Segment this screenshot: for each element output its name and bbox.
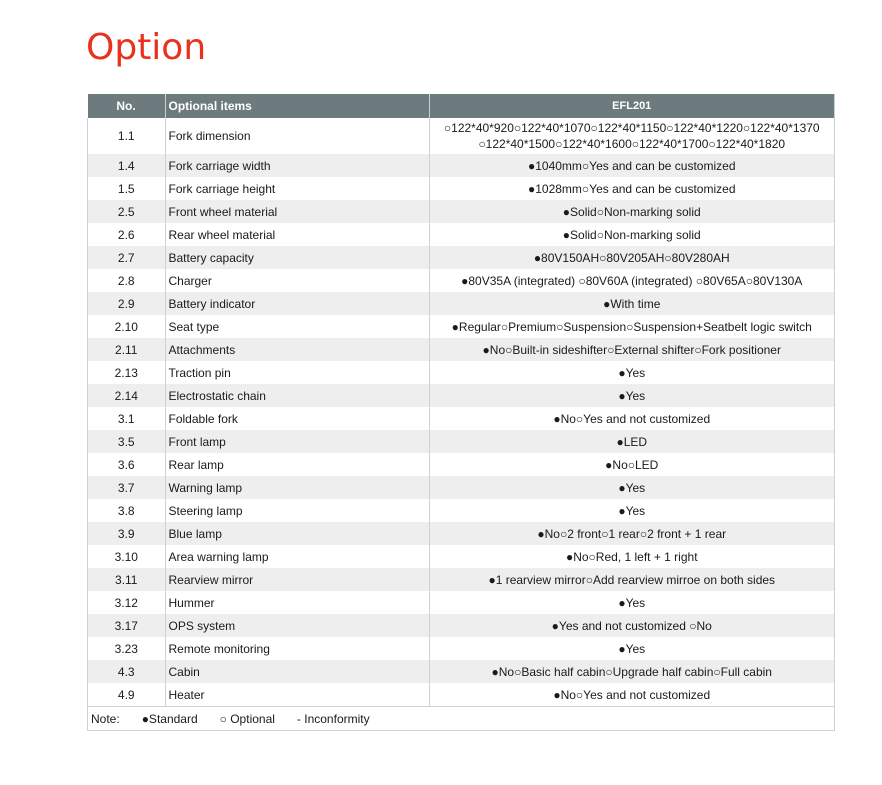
row-value: ●Yes and not customized ○No: [429, 614, 835, 637]
row-item-name: Rear wheel material: [165, 223, 429, 246]
table-row: [88, 660, 835, 683]
header-model: EFL201: [429, 94, 835, 118]
row-item-name: OPS system: [165, 614, 429, 637]
note-standard: ●Standard: [141, 711, 198, 726]
row-value: ●No○Basic half cabin○Upgrade half cabin○Full cabin: [429, 660, 835, 683]
row-item-name: Warning lamp: [165, 476, 429, 499]
note-inconformity: - Inconformity: [296, 711, 370, 726]
header-optional-items: Optional items: [165, 94, 429, 118]
table-row: [88, 430, 835, 453]
table-row: [88, 154, 835, 177]
row-item-name: Battery indicator: [165, 292, 429, 315]
table-row: [88, 614, 835, 637]
row-number: 2.7: [88, 246, 166, 269]
row-number: 3.11: [88, 568, 166, 591]
page-title: Option: [86, 27, 207, 68]
row-number: 3.6: [88, 453, 166, 476]
row-value: ●Yes: [429, 499, 835, 522]
row-value: ●1 rearview mirror○Add rearview mirroe on both sides: [429, 568, 835, 591]
row-value: ●LED: [429, 430, 835, 453]
row-number: 2.13: [88, 361, 166, 384]
row-value: ●Yes: [429, 591, 835, 614]
note-optional: ○ Optional: [219, 711, 275, 726]
table-row: [88, 407, 835, 430]
row-number: 3.7: [88, 476, 166, 499]
row-item-name: Steering lamp: [165, 499, 429, 522]
row-item-name: Fork dimension: [165, 118, 429, 154]
row-value: ●80V35A (integrated) ○80V60A (integrated) ○80V65A○80V130A: [429, 269, 835, 292]
row-value: ●No○Yes and not customized: [429, 407, 835, 430]
row-number: 2.8: [88, 269, 166, 292]
row-value: ●No○LED: [429, 453, 835, 476]
legend-note: [88, 707, 835, 731]
row-value: ●Yes: [429, 476, 835, 499]
row-value: ●Solid○Non-marking solid: [429, 223, 835, 246]
table-row: [88, 223, 835, 246]
row-item-name: Attachments: [165, 338, 429, 361]
row-number: 3.5: [88, 430, 166, 453]
table-row: [88, 118, 835, 154]
row-number: 3.12: [88, 591, 166, 614]
row-number: 3.9: [88, 522, 166, 545]
row-value: ●Yes: [429, 637, 835, 660]
row-number: 3.8: [88, 499, 166, 522]
table-row: [88, 591, 835, 614]
row-item-name: Battery capacity: [165, 246, 429, 269]
row-number: 1.4: [88, 154, 166, 177]
row-number: 4.3: [88, 660, 166, 683]
row-item-name: Rear lamp: [165, 453, 429, 476]
row-item-name: Front wheel material: [165, 200, 429, 223]
row-item-name: Foldable fork: [165, 407, 429, 430]
row-item-name: Seat type: [165, 315, 429, 338]
row-item-name: Traction pin: [165, 361, 429, 384]
row-item-name: Electrostatic chain: [165, 384, 429, 407]
row-item-name: Rearview mirror: [165, 568, 429, 591]
row-number: 2.9: [88, 292, 166, 315]
row-item-name: Blue lamp: [165, 522, 429, 545]
header-no: No.: [88, 94, 166, 118]
row-item-name: Hummer: [165, 591, 429, 614]
table-row: [88, 315, 835, 338]
table-row: [88, 246, 835, 269]
table-body: [88, 118, 835, 731]
table-row: [88, 545, 835, 568]
table-row: [88, 453, 835, 476]
row-item-name: Remote monitoring: [165, 637, 429, 660]
table-row: [88, 476, 835, 499]
table-row: [88, 499, 835, 522]
row-value-line: ○122*40*920○122*40*1070○122*40*1150○122*40*1220○122*40*1370: [443, 121, 820, 135]
table-row: [88, 177, 835, 200]
note-label: Note:: [91, 711, 120, 726]
row-number: 2.10: [88, 315, 166, 338]
table-row: [88, 568, 835, 591]
table-row: [88, 292, 835, 315]
row-value: ●1028mm○Yes and can be customized: [429, 177, 835, 200]
row-value: ●1040mm○Yes and can be customized: [429, 154, 835, 177]
row-number: 3.23: [88, 637, 166, 660]
table-row: [88, 384, 835, 407]
row-item-name: Charger: [165, 269, 429, 292]
row-value: ●Yes: [429, 361, 835, 384]
row-value: [429, 118, 835, 154]
row-number: 3.1: [88, 407, 166, 430]
row-item-name: Fork carriage width: [165, 154, 429, 177]
note-row: [88, 707, 835, 731]
row-value: ●Regular○Premium○Suspension○Suspension+Seatbelt logic switch: [429, 315, 835, 338]
row-item-name: Heater: [165, 683, 429, 707]
table-row: [88, 200, 835, 223]
row-number: 2.6: [88, 223, 166, 246]
row-value: ●With time: [429, 292, 835, 315]
table-row: [88, 361, 835, 384]
table-row: [88, 338, 835, 361]
row-number: 3.10: [88, 545, 166, 568]
row-value: ●No○Red, 1 left + 1 right: [429, 545, 835, 568]
table-row: [88, 683, 835, 707]
row-value: ●No○2 front○1 rear○2 front + 1 rear: [429, 522, 835, 545]
row-number: 3.17: [88, 614, 166, 637]
row-item-name: Cabin: [165, 660, 429, 683]
table-row: [88, 522, 835, 545]
table-row: [88, 269, 835, 292]
row-number: 2.11: [88, 338, 166, 361]
options-table: [87, 94, 835, 731]
row-value: ●Yes: [429, 384, 835, 407]
row-number: 2.5: [88, 200, 166, 223]
row-value: ●Solid○Non-marking solid: [429, 200, 835, 223]
row-value: ●80V150AH○80V205AH○80V280AH: [429, 246, 835, 269]
row-number: 4.9: [88, 683, 166, 707]
row-value-line: ○122*40*1500○122*40*1600○122*40*1700○122*40*1820: [478, 137, 786, 151]
row-item-name: Fork carriage height: [165, 177, 429, 200]
table-row: [88, 637, 835, 660]
row-value: ●No○Yes and not customized: [429, 683, 835, 707]
row-number: 1.5: [88, 177, 166, 200]
row-item-name: Front lamp: [165, 430, 429, 453]
row-item-name: Area warning lamp: [165, 545, 429, 568]
row-number: 1.1: [88, 118, 166, 154]
row-number: 2.14: [88, 384, 166, 407]
table-header-row: [88, 94, 835, 118]
row-value: ●No○Built-in sideshifter○External shifter○Fork positioner: [429, 338, 835, 361]
